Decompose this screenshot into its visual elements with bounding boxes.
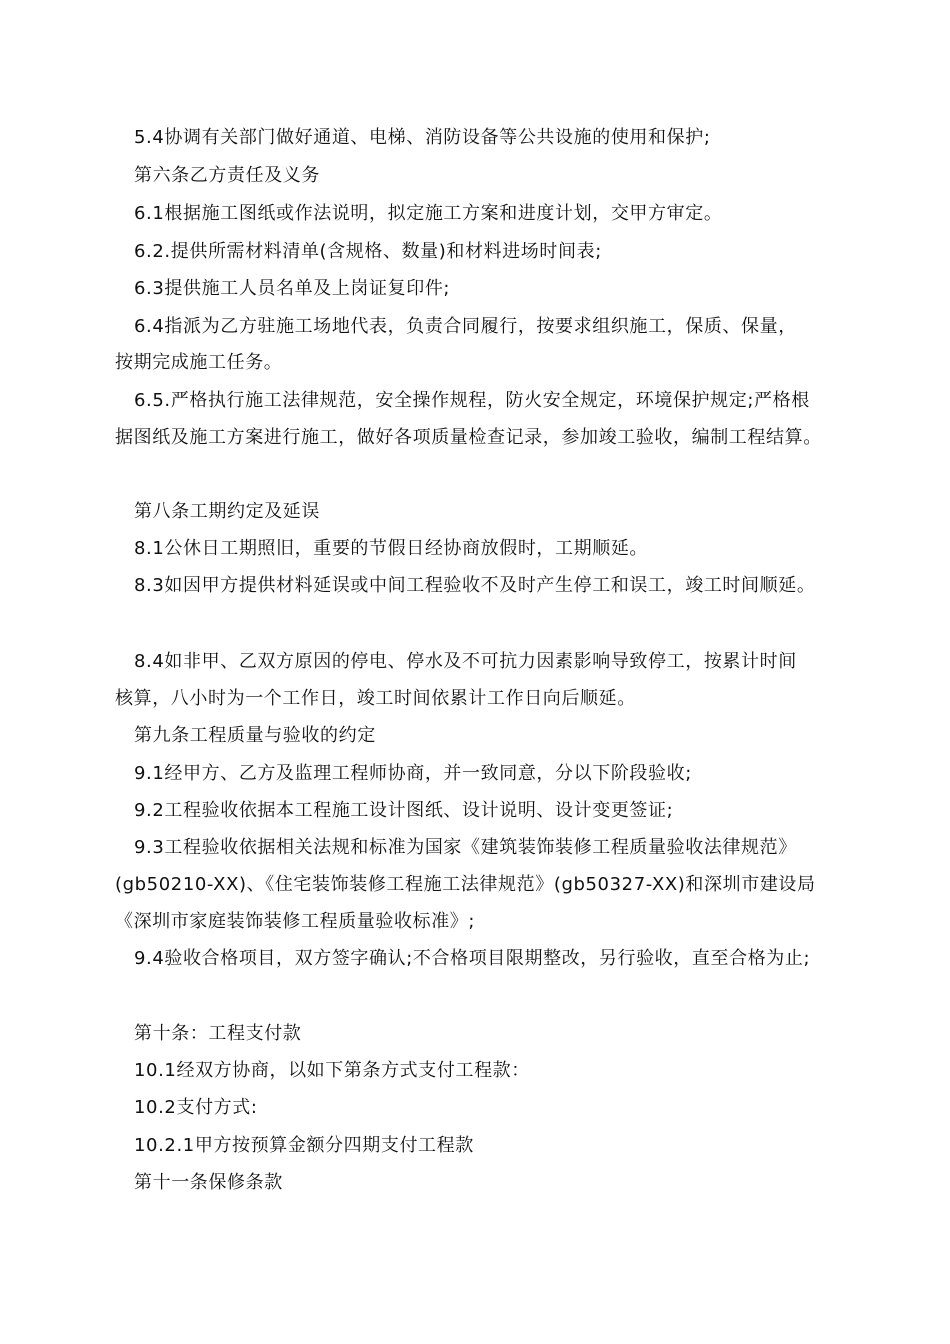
clause-8-4-text: 8.4如非甲、乙双方原因的停电、停水及不可抗力因素影响导致停工，按累计时间 — [134, 651, 797, 672]
article-10-heading: 第十条：工程支付款 — [134, 1023, 302, 1044]
article-8-heading: 第八条工期约定及延误 — [134, 501, 320, 522]
clause-5-4-text: 5.4协调有关部门做好通道、电梯、消防设备等公共设施的使用和保护; — [134, 127, 711, 148]
clause-8-4-continuation: 核算，八小时为一个工作日，竣工时间依累计工作日向后顺延。 — [115, 688, 636, 709]
clause-8-3-text: 8.3如因甲方提供材料延误或中间工程验收不及时产生停工和误工，竣工时间顺延。 — [134, 575, 816, 596]
clause-10-1-text: 10.1经双方协商，以如下第条方式支付工程款： — [134, 1060, 530, 1081]
clause-6-3-text: 6.3提供施工人员名单及上岗证复印件; — [134, 278, 451, 299]
article-11-heading: 第十一条保修条款 — [134, 1172, 283, 1193]
clause-6-2-text: 6.2.提供所需材料清单(含规格、数量)和材料进场时间表; — [134, 241, 602, 262]
clause-9-3-continuation-2: 《深圳市家庭装饰装修工程质量验收标准》; — [115, 911, 476, 932]
article-9-heading: 第九条工程质量与验收的约定 — [134, 725, 376, 746]
clause-10-2-1-text: 10.2.1甲方按预算金额分四期支付工程款 — [134, 1135, 474, 1156]
clause-6-4-continuation: 按期完成施工任务。 — [115, 352, 283, 373]
clause-8-1-text: 8.1公休日工期照旧，重要的节假日经协商放假时，工期顺延。 — [134, 538, 649, 559]
clause-6-4-text: 6.4指派为乙方驻施工场地代表，负责合同履行，按要求组织施工，保质、保量， — [134, 316, 797, 337]
article-6-heading: 第六条乙方责任及义务 — [134, 165, 320, 186]
clause-6-1-text: 6.1根据施工图纸或作法说明，拟定施工方案和进度计划，交甲方审定。 — [134, 203, 723, 224]
clause-6-5-continuation: 据图纸及施工方案进行施工，做好各项质量检查记录，参加竣工验收，编制工程结算。 — [115, 427, 822, 448]
clause-9-3-continuation-1: (gb50210-XX)、《住宅装饰装修工程施工法律规范》(gb50327-XX)和深圳市建设局 — [115, 874, 816, 895]
clause-9-2-text: 9.2工程验收依据本工程施工设计图纸、设计说明、设计变更签证; — [134, 800, 674, 821]
clause-9-1-text: 9.1经甲方、乙方及监理工程师协商，并一致同意，分以下阶段验收; — [134, 763, 692, 784]
clause-6-5-text: 6.5.严格执行施工法律规范，安全操作规程，防火安全规定，环境保护规定;严格根 — [134, 390, 810, 411]
clause-9-4-text: 9.4验收合格项目，双方签字确认;不合格项目限期整改，另行验收，直至合格为止; — [134, 948, 811, 969]
clause-9-3-text: 9.3工程验收依据相关法规和标准为国家《建筑装饰装修工程质量验收法律规范》 — [134, 837, 797, 858]
clause-10-2-text: 10.2支付方式: — [134, 1097, 258, 1118]
